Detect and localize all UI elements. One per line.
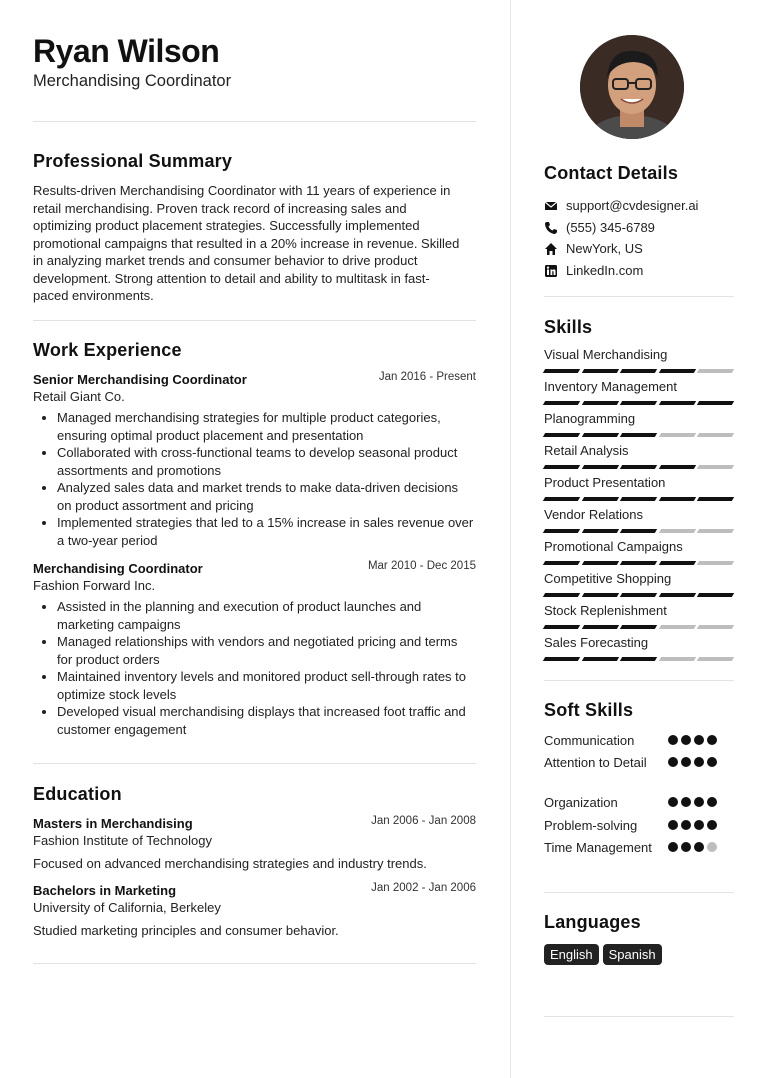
skill-level-segment [581,657,618,661]
skill-level-bars [544,465,734,469]
soft-skill-dot [694,842,704,852]
skill-level-segment [697,497,734,501]
education-title: Education [33,784,122,804]
soft-skill-dot [668,757,678,767]
soft-skill-dot [694,820,704,830]
skill-item [544,603,734,629]
divider [33,320,476,321]
summary-text: Results-driven Merchandising Coordinator with 11 years of experience in retail merchandising. Proven track record of increasing sales and optimizing product placement strategies. Successfully implemented promotional campaigns that resulted in a 20% increase in revenue. Skilled in analyzing market trends and consumer behavior to drive product development. Strong attention to detail and ability to multitask in fast-paced environments. [33,183,460,303]
skill-level-segment [697,657,734,661]
soft-skill-label: Problem-solving [544,818,638,833]
education-date: Jan 2006 - Jan 2008 [371,815,476,827]
skill-label: Sales Forecasting [544,635,649,650]
summary-title: Professional Summary [33,151,233,171]
skill-level-segment [697,561,734,565]
contact-phone [544,220,655,235]
skill-level-segment [697,433,734,437]
skill-level-segment [581,593,618,597]
job-bullet: • Maintained inventory levels and monitored product sell-through rates to optimize stock levels [57,668,476,703]
divider [544,1016,734,1017]
skill-level-segment [658,369,695,373]
skill-label: Competitive Shopping [544,571,672,586]
skill-level-segment [581,369,618,373]
degree: Masters in Merchandising [33,816,193,831]
skill-item [544,411,734,437]
skill-level-segment [581,433,618,437]
skill-level-segment [697,465,734,469]
phone-text: (555) 345-6789 [566,220,655,235]
envelope-icon [544,199,558,213]
soft-skill-item [544,754,734,771]
skill-level-segment [620,401,657,405]
skill-label: Product Presentation [544,475,666,490]
soft-skill-item [544,794,734,811]
skill-level-bars [544,497,734,501]
skill-item [544,635,734,661]
job-bullet: • Implemented strategies that led to a 15% increase in sales revenue over a two-year period [57,514,476,549]
soft-skill-dot [707,735,717,745]
skill-level-segment [543,593,580,597]
skill-level-bars [544,401,734,405]
skill-level-segment [620,625,657,629]
skill-item [544,347,734,373]
soft-skill-dot [668,820,678,830]
skill-level-bars [544,561,734,565]
soft-skill-dot [694,797,704,807]
skill-level-segment [658,625,695,629]
skill-item [544,539,734,565]
language-chip: English [544,944,599,965]
skill-level-segment [581,529,618,533]
language-chips [544,944,662,965]
contact-location [544,241,643,256]
skill-level-bars [544,593,734,597]
soft-skill-dot [681,757,691,767]
skill-level-bars [544,433,734,437]
skill-level-bars [544,529,734,533]
divider [33,763,476,764]
soft-skill-item [544,817,734,834]
home-icon [544,242,558,256]
soft-skill-dots [668,797,724,807]
skill-label: Planogramming [544,411,636,426]
job-title: Senior Merchandising Coordinator [33,372,247,387]
school: Fashion Institute of Technology [33,833,212,848]
skill-level-segment [581,401,618,405]
skill-level-segment [543,369,580,373]
location-text: NewYork, US [566,241,643,256]
job-company: Retail Giant Co. [33,389,125,404]
soft-skill-dot [668,735,678,745]
skill-level-segment [697,625,734,629]
job-bullet: • Developed visual merchandising displays that increased foot traffic and customer engagement [57,703,476,738]
skill-level-segment [697,369,734,373]
language-chip: Spanish [603,944,662,965]
skill-level-segment [658,401,695,405]
skill-level-segment [658,433,695,437]
profile-photo [580,35,684,139]
skill-level-segment [658,465,695,469]
job-date: Jan 2016 - Present [378,371,476,383]
soft-skill-dots [668,820,724,830]
education-entry [33,815,476,872]
job-bullet: • Analyzed sales data and market trends to make data-driven decisions on product assortment and pricing [57,479,476,514]
divider [33,963,476,964]
skill-level-segment [620,561,657,565]
phone-icon [544,221,558,235]
job-date: Mar 2010 - Dec 2015 [367,560,476,572]
skill-item [544,507,734,533]
soft-skill-dot [668,842,678,852]
avatar-illustration [580,35,684,139]
contact-linkedin[interactable] [544,263,643,278]
skill-level-segment [543,625,580,629]
skill-level-segment [543,465,580,469]
skill-level-segment [543,497,580,501]
skill-level-segment [543,561,580,565]
school: University of California, Berkeley [33,900,221,915]
candidate-role: Merchandising Coordinator [33,72,232,90]
soft-skill-item [544,839,734,856]
soft-skill-dot [681,797,691,807]
skill-level-segment [620,465,657,469]
skill-item [544,475,734,501]
skill-level-bars [544,625,734,629]
soft-skill-dots [668,842,724,852]
soft-skill-label: Communication [544,733,635,748]
soft-skill-dot [707,757,717,767]
skill-level-segment [543,433,580,437]
skill-label: Promotional Campaigns [544,539,683,554]
skills-title: Skills [544,317,593,337]
soft-skill-dots [668,735,724,745]
skill-level-segment [658,593,695,597]
skill-item [544,443,734,469]
skill-level-segment [620,369,657,373]
skill-level-bars [544,657,734,661]
soft-skill-dot [707,842,717,852]
linkedin-text[interactable]: LinkedIn.com [566,263,644,278]
skill-level-segment [620,433,657,437]
skill-level-segment [543,657,580,661]
skill-label: Vendor Relations [544,507,644,522]
column-divider [510,0,511,1078]
skill-level-segment [658,497,695,501]
education-date: Jan 2002 - Jan 2006 [371,882,476,894]
job-entry [33,371,476,549]
soft-skill-dot [668,797,678,807]
job-bullets [33,409,476,549]
education-desc: Focused on advanced merchandising strategies and industry trends. [33,856,427,871]
skill-level-segment [543,401,580,405]
skill-label: Retail Analysis [544,443,629,458]
soft-skill-label: Organization [544,795,618,810]
job-bullet: • Managed merchandising strategies for multiple product categories, ensuring optimal product placement and presentation [57,409,476,444]
job-entry [33,560,476,738]
divider [544,892,734,893]
soft-skill-label: Time Management [544,840,652,855]
soft-skill-dot [707,820,717,830]
soft-skill-dot [707,797,717,807]
soft-skill-dot [681,820,691,830]
languages-title: Languages [544,912,641,932]
soft-skill-dot [694,735,704,745]
skill-level-segment [581,625,618,629]
skill-level-segment [697,401,734,405]
skill-label: Stock Replenishment [544,603,667,618]
contact-title: Contact Details [544,163,679,183]
education-entry [33,882,476,939]
skill-level-segment [620,529,657,533]
skill-level-segment [581,497,618,501]
degree: Bachelors in Marketing [33,883,177,898]
divider [544,680,734,681]
skill-level-segment [620,593,657,597]
skill-level-bars [544,369,734,373]
soft-skill-dot [694,757,704,767]
skill-level-segment [697,529,734,533]
job-title: Merchandising Coordinator [33,561,203,576]
job-bullets [33,598,476,738]
skill-level-segment [543,529,580,533]
skill-level-segment [658,529,695,533]
candidate-name: Ryan Wilson [33,33,220,69]
job-bullet: • Managed relationships with vendors and negotiated pricing and terms for product orders [57,633,476,668]
skill-item [544,379,734,405]
divider [544,296,734,297]
skill-level-segment [697,593,734,597]
skill-label: Visual Merchandising [544,347,668,362]
job-bullet: • Assisted in the planning and execution of product launches and marketing campaigns [57,598,476,633]
job-bullet: • Collaborated with cross-functional teams to develop seasonal product assortments and promotions [57,444,476,479]
skill-level-segment [658,657,695,661]
experience-title: Work Experience [33,340,182,360]
skill-level-segment [620,497,657,501]
email-text: support@cvdesigner.ai [566,198,699,213]
soft-skill-dots [668,757,724,767]
soft-skill-item [544,732,734,749]
skill-level-segment [581,561,618,565]
skill-item [544,571,734,597]
soft-skill-dot [681,842,691,852]
skill-label: Inventory Management [544,379,677,394]
skill-level-segment [620,657,657,661]
linkedin-icon [544,264,558,278]
divider [33,121,476,122]
education-desc: Studied marketing principles and consumer behavior. [33,923,339,938]
skill-level-segment [658,561,695,565]
soft-skill-dot [681,735,691,745]
job-company: Fashion Forward Inc. [33,578,156,593]
contact-email [544,198,698,213]
soft-skills-title: Soft Skills [544,700,634,720]
skill-level-segment [581,465,618,469]
soft-skill-label: Attention to Detail [544,755,647,770]
